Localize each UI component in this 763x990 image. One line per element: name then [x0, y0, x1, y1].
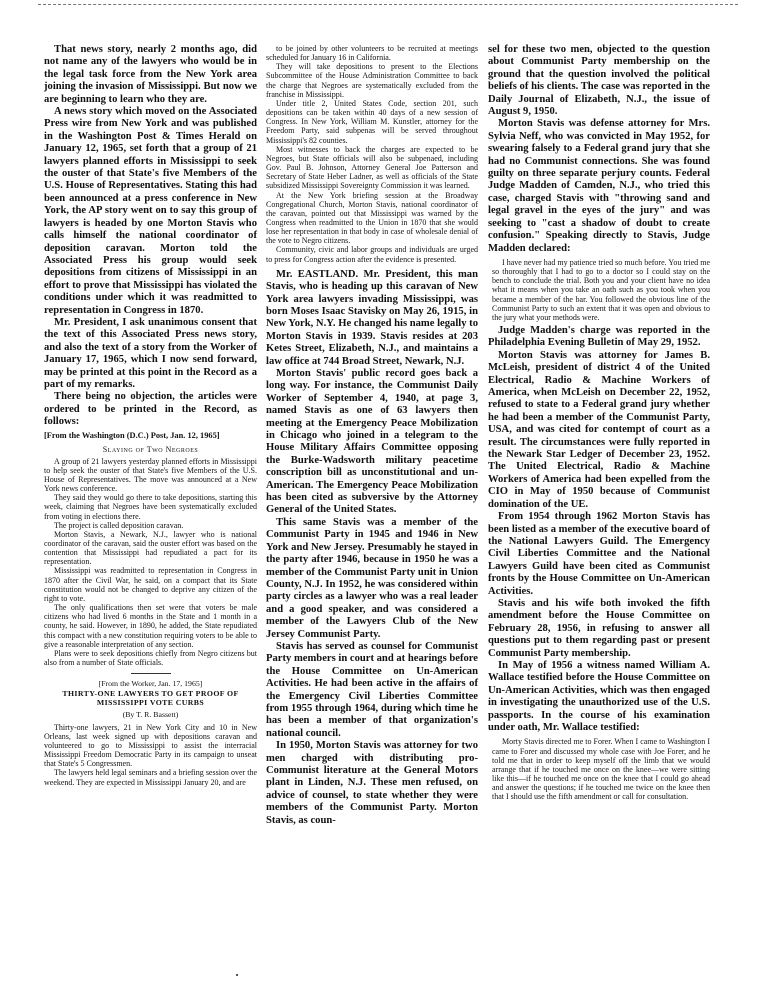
- congressional-record-page: [44, 44, 734, 944]
- paragraph: Judge Madden's charge was reported in the Philadelphia Evening Bulletin of May 29, 1952.: [488, 325, 710, 349]
- article-paragraph: Under title 2, United States Code, section 201, such depositions can be taken within 40 days of a new session of Congress. In New York, William M. Kunstler, attorney for the Freedom Party, said subpenas will be served throughout Mississippi's 82 counties.: [266, 98, 478, 145]
- article-paragraph: A group of 21 lawyers yesterday planned efforts in Mississippi to help seek the ouster of that State's five Members of the U.S. House of Representatives. The move was announced at a New York news conference.: [44, 456, 257, 494]
- scan-speck: [236, 974, 238, 976]
- paragraph: In May of 1956 a witness named William A. Wallace testified before the House Committee on Un-American Activities, which was then engaged in investigating the unauthorized use of the U.S. passports. In the course of his examination under oath, Mr. Wallace testified:: [488, 659, 710, 733]
- article-paragraph: Community, civic and labor groups and individuals are urged to press for Congress action after the evidence is presented.: [266, 245, 478, 264]
- source-citation: [From the Washington (D.C.) Post, Jan. 12, 1965]: [44, 430, 220, 440]
- article-paragraph: Plans were to seek depositions chiefly from Negro citizens but also from a number of State officials.: [44, 648, 257, 668]
- column-left: [44, 44, 257, 787]
- article-paragraph: At the New York briefing session at the Broadway Congregational Church, Morton Stavis, national coordinator of the caravan, pointed out that Mississippi was warned by the Congress when readmitted to the Union in 1870 that she would lose her representation in that body in case of wholesale denial of the vote to Negro citizens.: [266, 190, 478, 246]
- paragraph: Morton Stavis was defense attorney for Mrs. Sylvia Neff, who was convicted in May 1952, for swearing falsely to a Federal grand jury that she had no Communist connections. She was found guilty on three separate perjury counts. Federal Judge Madden of Camden, N.J., who tried this case, charged Stavis with "throwing sand and legal gravel in the eyes of the jury" and was seeking to "cast a shadow of doubt to create confusion." Speaking directly to Stavis, Judge Madden declared:: [488, 118, 710, 254]
- article-paragraph: to be joined by other volunteers to be recruited at meetings scheduled for January 16 in California.: [266, 44, 478, 63]
- paragraph: This same Stavis was a member of the Communist Party in 1945 and 1946 in New York and New Jersey. Presumably he stayed in the party after 1946, because in 1950 he was a member of the Communist Party unit in Union County, N.J. In 1952, he was considered within party circles as a lawyer who was a real leader and a good speaker, and was considered a member of the Lawyers Club of the New Jersey Communist Party.: [266, 516, 478, 640]
- column-middle: [266, 44, 478, 827]
- paragraph: sel for these two men, objected to the question about Communist Party membership on the ground that the question involved the political beliefs of his clients. The case was reported in the Daily Journal of Elizabeth, N.J., the issue of August 9, 1950.: [488, 44, 710, 118]
- column-right: [488, 44, 710, 805]
- article-heading: Slaying of Two Negroes: [102, 444, 199, 454]
- source-citation: [From the Worker, Jan. 17, 1965]: [98, 679, 203, 689]
- block-quote: Morty Stavis directed me to Forer. When I came to Washington I came to Forer and discussed my whole case with Joe Forer, and he told me that in order to keep myself off the limb that we would arrange that if he touched me once on the knee—we were sitting like this—if he touched me once on the knee that I could go ahead and answer the questions; if he touched me twice on the knee then that I should use the fifth amendment or call for consultation.: [492, 737, 710, 802]
- article-paragraph: Thirty-one lawyers, 21 in New York City and 10 in New Orleans, last week signed up with depositions caravan and volunteered to go to Mississippi to assist the interracial Mississippi Freedom Democratic Party in its campaign to unseat that State's 5 Congressmen.: [44, 722, 257, 769]
- paragraph: From 1954 through 1962 Morton Stavis has been listed as a member of the executive board of the National Lawyers Guild. The Emergency Civil Liberties Committee and the National Lawyers Guild have been cited as Communist fronts by the House Committee on Un-American Activities.: [488, 511, 710, 597]
- paragraph: In 1950, Morton Stavis was attorney for two men charged with distributing pro-Communist literature at the General Motors plant in Linden, N.J. These men refused, on advice of counsel, to state whether they were members of the Communist Party. Morton Stavis, as coun-: [266, 740, 478, 826]
- article-paragraph: Morton Stavis, a Newark, N.J., lawyer who is national coordinator of the caravan, said the ouster effort was based on the contention that Mississippi had repudiated a pact for its representation.: [44, 529, 257, 567]
- paragraph: Morton Stavis' public record goes back a long way. For instance, the Communist Daily Worker of September 4, 1940, at page 3, named Stavis as one of 63 lawyers then meeting at the Emergency Peace Mobilization in Chicago who joined in a telegram to the House Military Affairs Committee opposing the Burke-Wadsworth military peacetime conscription bill as unconstitutional and un-American. The Emergency Peace Mobilization has been cited as subversive by the Attorney General of the United States.: [266, 368, 478, 516]
- article-paragraph: The only qualifications then set were that voters be male citizens who had lived 6 months in the State and 1 month in a county, he said. However, in 1890, he added, the State repudiated this compact with a new constitution requiring voters to be able to give a reasonable interpretation of any section.: [44, 603, 257, 649]
- paragraph: That news story, nearly 2 months ago, did not name any of the lawyers who would be in the legal task force from the New York area joining the invasion of Mississippi. But now we are beginning to learn who they are.: [44, 44, 257, 105]
- paragraph: Morton Stavis was attorney for James B. McLeish, president of district 4 of the United Electrical, Radio & Machine Workers of America, when McLeish on December 22, 1952, refused to state to a Federal grand jury whether he had been a member of the Communist Party, USA, and was cited for contempt of court as a result. The circumstances were fully reported in the Newark Star Ledger of December 23, 1952. The United Electrical, Radio & Machine Workers of America had been expelled from the CIO in May of 1950 because of Communist domination of the UE.: [488, 349, 710, 510]
- article-paragraph: Most witnesses to back the charges are expected to be Negroes, but State officials will also be subpenaed, including Gov. Paul B. Johnson, Attorney General Joe Patterson and Secretary of State Heber Ladner, as well as officials of the State subsidized Mississippi Sovereignty Commission it was learned.: [266, 144, 478, 191]
- page-top-rule: [38, 4, 738, 5]
- article-heading: THIRTY-ONE LAWYERS TO GET PROOF OF MISSISSIPPI VOTE CURBS: [62, 688, 239, 708]
- paragraph: A news story which moved on the Associated Press wire from New York and was published in the Washington Post & Times Herald on January 12, 1965, set forth that a group of 21 lawyers planned efforts in Mississippi to seek the ouster of that State's five Members of the U.S. House of Representatives. Stating this had been announced at a press conference in New York, the AP story went on to say this group of lawyers is headed by one Morton Stavis who calls himself the national coordinator of deposition caravan. Morton told the Associated Press his group would seek depositions from citizens of Mississippi in an effort to prove that Mississippi has violated the conditions under which it was readmitted to representation in Congress in 1870.: [44, 106, 257, 316]
- byline: (By T. R. Bassett): [122, 709, 179, 719]
- block-quote: I have never had my patience tried so much before. You tried me so thoroughly that I had to go to a doctor so I could stay on the bench to conclude the trial. Both you and your client have no idea what it means when you take an oath such as you took when you became a member of the bar. You followed the obvious line of the Communist Party to such an extent that it was open and obvious to the jury what your methods were.: [492, 257, 710, 322]
- paragraph: There being no objection, the articles were ordered to be printed in the Record, as follows:: [44, 391, 257, 428]
- article-paragraph: They will take depositions to present to the Elections Subcommittee of the House Administration Committee to back the charge that Negroes are systematically excluded from the franchise in Mississippi.: [266, 62, 478, 99]
- paragraph: Stavis and his wife both invoked the fifth amendment before the House Committee on February 28, 1956, in refusing to answer all questions put to them regarding past or present Communist Party membership.: [488, 597, 710, 659]
- article-paragraph: The lawyers held legal seminars and a briefing session over the weekend. They are expected in Mississippi January 20, and are: [44, 768, 257, 787]
- section-divider: [131, 673, 171, 674]
- paragraph: Mr. EASTLAND. Mr. President, this man Stavis, who is heading up this caravan of New York area lawyers invading Mississippi, was born Moses Isaac Stavisky on May 26, 1915, in New York, N.Y. He changed his name legally to Morton Stavis in 1939. Stavis resides at 203 Ketes Street, Elizabeth, N.J., and maintains a law office at 744 Broad Street, Newark, N.J.: [266, 268, 478, 367]
- article-paragraph: They said they would go there to take depositions, starting this week, claiming that Negroes have been systematically excluded from voting in elections there.: [44, 493, 257, 521]
- paragraph: Mr. President, I ask unanimous consent that the text of this Associated Press news story, and also the text of a story from the Worker of January 17, 1965, which I now send forward, may be printed at this point in the Record as a part of my remarks.: [44, 316, 257, 390]
- paragraph: Stavis has served as counsel for Communist Party members in court and at hearings before the House Committee on Un-American Activities. He had been active in the affairs of the Emergency Civil Liberties Committee from 1955 through 1964, during which time he has been a member of that organization's national council.: [266, 640, 478, 739]
- article-paragraph: The project is called deposition caravan.: [54, 520, 184, 530]
- article-paragraph: Mississippi was readmitted to representation in Congress in 1870 after the Civil War, he said, on a compact that its State constitution would not be changed to deprive any citizen of the right to vote.: [44, 566, 257, 603]
